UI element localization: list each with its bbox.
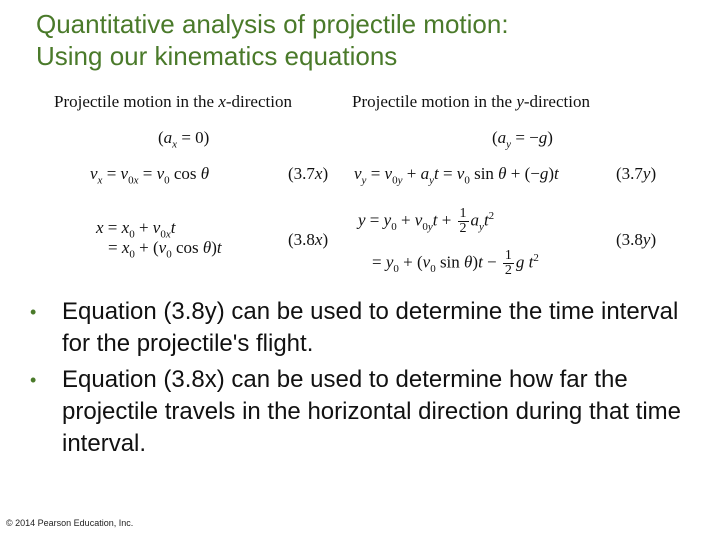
y-equation-number: (3.8y) — [616, 230, 657, 249]
x-equation-number: (3.8x) — [288, 230, 329, 249]
slide-title-line-2: Using our kinematics equations — [36, 41, 398, 71]
bullet-marker: • — [30, 302, 37, 322]
bullet-item-2 — [30, 364, 700, 460]
equations-figure — [50, 88, 657, 284]
bullet-marker: • — [30, 370, 37, 390]
bullet-text-2: Equation (3.8x) can be used to determine how far the projectile travels in the horizontal direction during that time interval. — [62, 366, 681, 457]
x-direction-heading: Projectile motion in the x-direction — [54, 92, 292, 111]
y-equation-line-1: $y = y_0 + v_{0y}t$ + $\frac{1}{2}$ $a_yt^2$ — [358, 206, 495, 237]
ay-equation: $(a_y = -g)$ — [492, 128, 553, 151]
ax-equation: $(a_x = 0)$ — [158, 128, 210, 151]
slide-title-line-1: Quantitative analysis of projectile motion: — [36, 9, 509, 39]
x-equation-line-2: = $x_0 + (v_0$ cos θ)t — [108, 238, 222, 261]
vx-equation-number: (3.7x) — [288, 164, 329, 183]
x-equation-line-1: $x = x_0 + v_{0x}t$ — [96, 218, 176, 241]
vx-equation: $v_x = v_{0x} = v_0$ cos θ — [90, 164, 210, 187]
vy-equation-number: (3.7y) — [616, 164, 657, 183]
bullet-list — [30, 296, 700, 464]
copyright-footer: © 2014 Pearson Education, Inc. — [6, 518, 134, 528]
bullet-item-1 — [30, 296, 700, 360]
vy-equation: $v_y = v_{0y} + a_yt = v_0$ sin θ + (−g)t — [354, 164, 559, 187]
y-direction-heading: Projectile motion in the y-direction — [352, 92, 590, 111]
slide-title — [36, 8, 716, 72]
y-equation-line-2: = $y_0 + (v_0$ sin θ)t − $\frac{1}{2}$ g $t^2$ — [372, 248, 539, 279]
bullet-text-1: Equation (3.8y) can be used to determine the time interval for the projectile's flight. — [62, 298, 679, 357]
